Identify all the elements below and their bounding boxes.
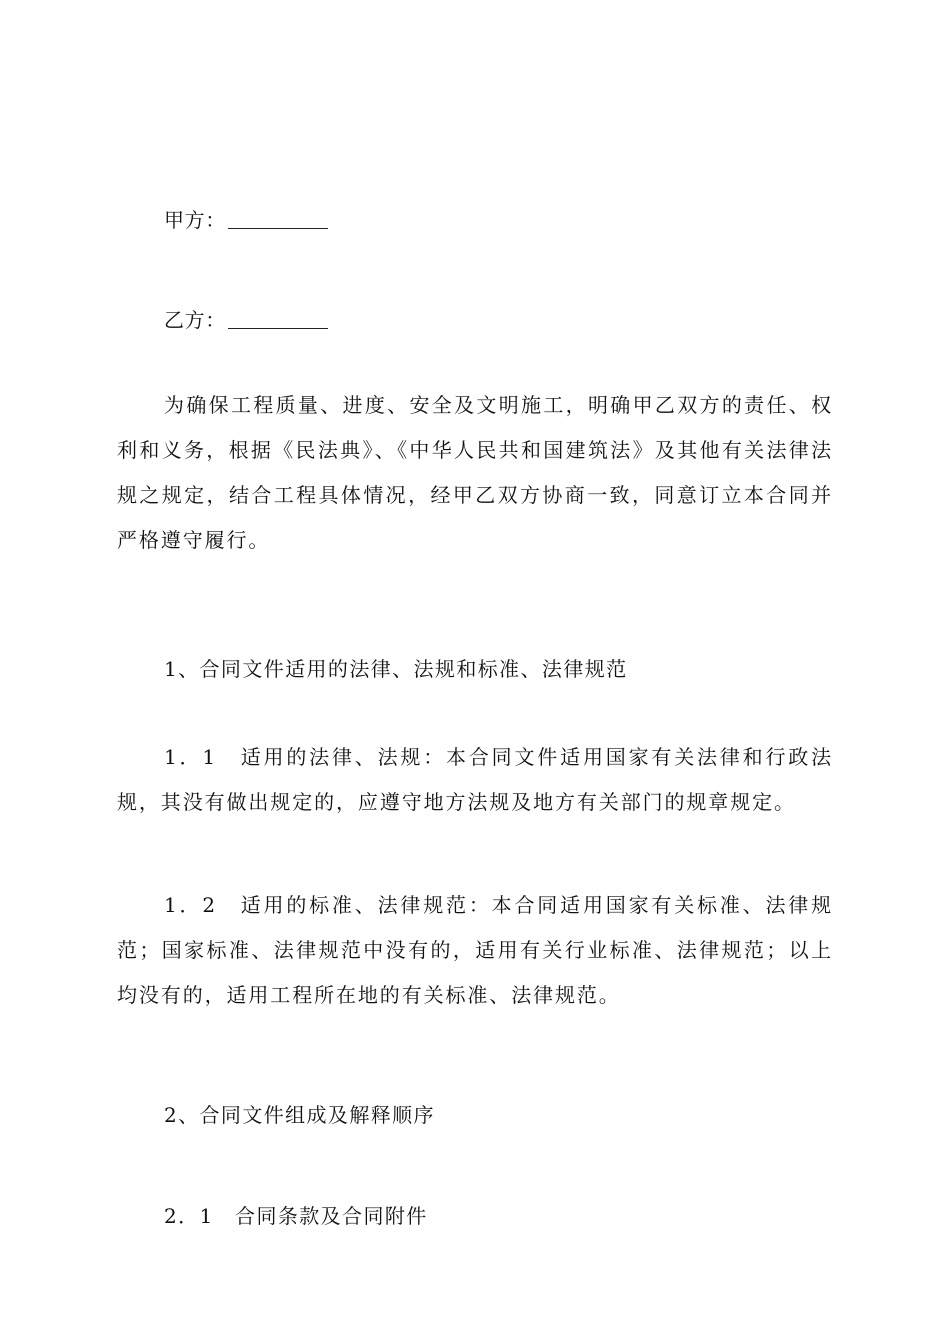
party-b-line <box>164 306 328 334</box>
clause-1-1: 1．1 适用的法律、法规：本合同文件适用国家有关法律和行政法规，其没有做出规定的，应遵守地方法规及地方有关部门的规章规定。 <box>117 745 833 814</box>
intro-paragraph: 为确保工程质量、进度、安全及文明施工，明确甲乙双方的责任、权利和义务，根据《民法典》、《中华人民共和国建筑法》及其他有关法律法规之规定，结合工程具体情况，经甲乙双方协商一致，同意订立本合同并严格遵守履行。 <box>117 393 833 552</box>
party-a-label: 甲方： <box>164 208 226 232</box>
party-a-blank <box>228 208 328 229</box>
clause-2-1: 2．1 合同条款及合同附件 <box>164 1204 428 1228</box>
party-b-blank <box>228 308 328 329</box>
party-b-label: 乙方： <box>164 308 226 332</box>
clause-1-2: 1．2 适用的标准、法律规范：本合同适用国家有关标准、法律规范；国家标准、法律规范中没有的，适用有关行业标准、法律规范；以上均没有的，适用工程所在地的有关标准、法律规范。 <box>117 893 833 1007</box>
section-2-heading: 2、合同文件组成及解释顺序 <box>164 1103 435 1127</box>
party-a-line <box>164 206 328 234</box>
section-1-heading: 1、合同文件适用的法律、法规和标准、法律规范 <box>164 657 628 681</box>
